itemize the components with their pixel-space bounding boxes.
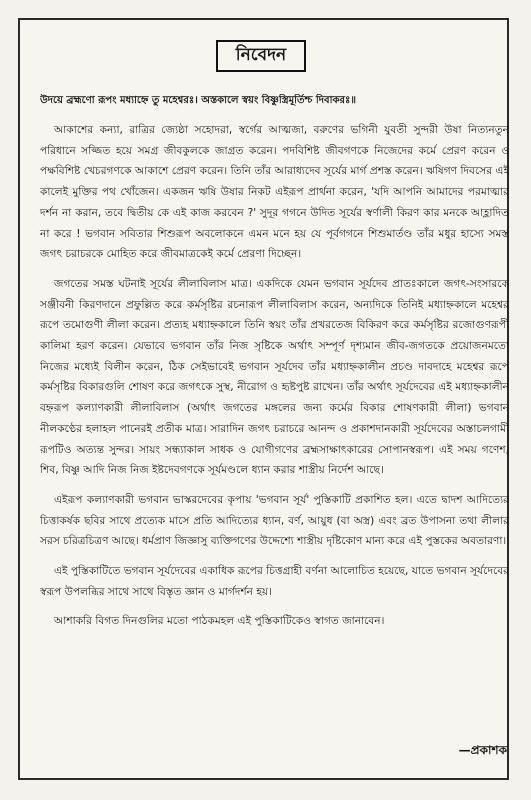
paragraph: আশাকরি বিগত দিনগুলির মতো পাঠকমহল এই পুস্তিকাটিকেও স্বাগত জানাবেন। <box>54 615 385 628</box>
page-title <box>216 40 306 72</box>
paragraph: আকাশের কন্যা, রাত্রির জ্যেষ্ঠা সহোদরা, স্বর্গের আত্মজা, বরুণের ভগিনী যুবতী সুন্দরী উষা নিত্যনতুন পরিধানে সজ্জিত হয়ে সমগ্র জীবকুলকে জাগ্রত করেন। পদবিশিষ্ট জীবগণকে নিজেদের কর্মে প্রেরণ করেন ও পক্ষবিশিষ্ট খেচরগণকে আকাশে প্রেরণ করেন। তিনি তাঁর আরাধ্যদেব সূর্যের মার্গ প্রশস্ত করেন। ঋষিগণ দিবসের এই কালেই মুক্তির পথ খোঁজেন। একজন ঋষি উষার নিকট এইরূপ প্রার্থনা করেন, 'যদি আপনি আমাদের পরমাত্মার দর্শন না করান, তবে দ্বিতীয় কে এই কাজ করবেন ?' সুদূর গগনে উদিত সূর্যের স্বর্ণালী কিরণ কার মনকে আহ্লাদিত না করে ! ভগবান সবিতার শিশুরূপ অবলোকনে এমন মনে হয় যে পূর্বগগনে শিশুমার্তণ্ড তাঁর মধুর হাস্যে সমস্ত জগৎ চরাচরকে মোহিত করে জীবমাত্রকেই কর্মে প্রেরণা দিচ্ছেন। <box>40 124 509 261</box>
body-text <box>40 120 509 632</box>
sanskrit-verse: উদয়ে ব্রহ্মণো রূপং মধ্যাহ্নে তু মহেশ্বরঃ। অস্তকালে স্বয়ং বিষ্ণুস্ত্রিমূর্তিশ্চ দিবাকরঃ॥ <box>40 95 356 106</box>
paragraph: এই পুস্তিকাটিতে ভগবান সূর্যদেবের একাধিক রূপের চিত্তগ্রাহী বর্ণনা আলোচিত হয়েছে, যাতে ভগবান সূর্যদেবের স্বরূপ উপলব্ধির সাথে সাথে বিস্তৃত জ্ঞান ও মার্গদর্শন হয়। <box>40 565 509 598</box>
page-title-text: নিবেদন <box>235 45 287 65</box>
paragraph: এইরূপ কল্যাণকারী ভগবান ভাস্করদেবের কৃপায় 'ভগবান সূর্য' পুস্তিকাটি প্রকাশিত হল। এতে দ্বাদশ আদিত্যের চিত্তাকর্ষক ছবির সাথে প্রত্যেক মাসে প্রতি আদিত্যের ধ্যান, বর্ণ, আয়ুধ (বা অস্ত্র) এবং ব্রত উপাসনা তথা লীলার সরস চরিত্রচিত্রণ আছে। ধর্মপ্রাণ জিজ্ঞাসু ব্যক্তিগণের উদ্দেশ্যে শাস্ত্রীয় দৃষ্টিকোণ মান্য করে এই পুস্তকের অবতারণা। <box>40 493 509 548</box>
publisher-signature: —প্রকাশক <box>458 743 507 757</box>
paragraph: জগতের সমস্ত ঘটনাই সূর্যের লীলাবিলাস মাত্র। একদিকে যেমন ভগবান সূর্যদেব প্রাতঃকালে জগৎ-সংসারকে সঞ্জীবনী কিরণদানে প্রফুল্লিত করে কর্মসৃষ্টির রচনারূপ লীলাবিলাস করেন, অন্যদিকে তিনিই মধ্যাহ্নকালে মহেশ্বর রূপে তমোগুণী লীলা করেন। প্রত্যহ মধ্যাহ্নকালে তিনি স্বয়ং তাঁর প্রখরতেজ বিকিরণ করে কর্মসৃষ্টির রজোগুণরূপী কালিমা হরণ করেন। যেভাবে ভগবান তাঁর নিজ সৃষ্টিকে অর্থাৎ সম্পূর্ণ দৃশ্যমান জীব-জগতকে প্রয়োজনমতো নিজের মধ্যেই বিলীন করেন, ঠিক সেইভাবেই ভগবান সূর্যদেব তাঁর মধ্যাহ্নকালীন প্রচণ্ড দাবদাহে মহেশ্বর রূপে কর্মসৃষ্টির বিকারগুলি শোষণ করে জগৎকে সুস্থ, নীরোগ ও হৃষ্টপুষ্ট রাখেন। তাঁর অর্থাৎ সূর্যদেবের এই মধ্যাহ্নকালীন বহ্নরূপ কল্যাণকারী লীলাবিলাস (অর্থাৎ জগতের মঙ্গলের জন্য কর্মের বিকার শোষণকারী লীলা) ভগবান নীলকণ্ঠের হলাহল পানেরই প্রতীক মাত্র। সারাদিন জগৎ চরাচরে আনন্দ ও প্রকাশদানকারী সূর্যদেবের অস্তাচলগামী রূপটিও অত্যন্ত সুন্দর। সায়ং সন্ধ্যাকাল সাধক ও যোগীগণের ব্রহ্মসাক্ষাৎকারের সোপানস্বরূপ। এই সময় গণেশ, শিব, বিষ্ণু আদি নিজ নিজ ইষ্টদেবগণকে সূর্যমণ্ডলে ধ্যান করার শাস্ত্রীয় নির্দেশ আছে। <box>40 277 509 477</box>
